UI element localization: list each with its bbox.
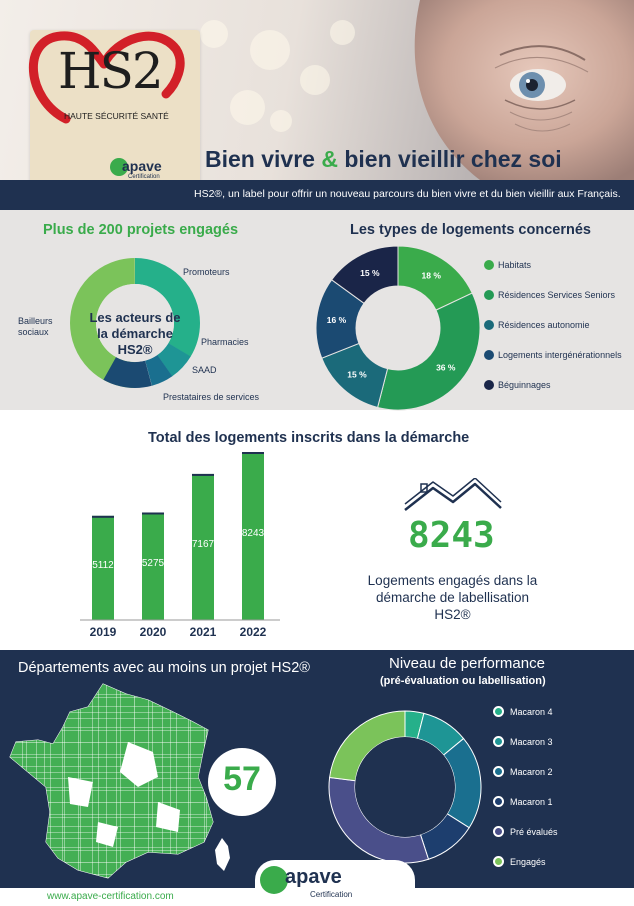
performance-legend-label: Macaron 4 [510,706,553,717]
performance-subtitle: (pré-évaluation ou labellisation) [380,675,546,687]
bar-cap-2019 [92,516,114,518]
footer-apave-mark [260,866,288,894]
label-prestataires: Prestataires de services [163,392,260,402]
bar-cap-2021 [192,474,214,476]
corsica-map [212,838,232,872]
legend-ring-icon [493,856,504,867]
performance-legend-label: Macaron 3 [510,736,553,747]
bar-category-label: 2020 [139,625,167,639]
performance-legend-item [493,796,553,807]
performance-legend-item [493,706,553,717]
housing-slice-label-2: 15 % [347,369,367,380]
housing-slice-label-4: 15 % [360,267,380,278]
bar-cap-2022 [242,452,264,454]
bar-value-label: 8243 [241,528,265,539]
legend-ring-icon [493,736,504,747]
label-bailleurs-2: sociaux [18,327,49,337]
footer-apave-text: apave [285,866,342,888]
header-banner [0,0,634,210]
performance-legend-item [493,826,558,837]
hs2-logo-card [30,30,200,198]
headline-ampersand: & [321,146,338,172]
housing-legend-label: Habitats [498,260,532,270]
footer-apave-sub: Certification [310,890,353,899]
bar-cap-2020 [142,512,164,514]
performance-donut-hole [355,737,455,837]
bar-chart-title: Total des logements inscrits dans la démarche [148,430,470,446]
legend-dot-icon [484,290,494,300]
label-pharmacies: Pharmacies [201,337,249,347]
bar-category-label: 2021 [189,625,217,639]
legend-ring-icon [493,766,504,777]
departments-count: 57 [223,760,261,798]
hs2-logo-text: HS2 [58,42,162,100]
performance-legend-label: Macaron 1 [510,796,553,807]
housing-legend-label: Logements intergénérationnels [498,350,622,360]
label-bailleurs-1: Bailleurs [18,316,53,326]
actors-center-line-3: HS2® [117,342,153,357]
bar-chart [80,448,290,643]
stat-line-1: Logements engagés dans la [367,573,538,588]
departments-title: Départements avec au moins un projet HS2® [18,660,310,676]
housing-slice-label-1: 36 % [436,362,456,373]
stat-value: 8243 [408,515,495,556]
headline-part-2: bien vieillir chez soi [337,146,562,172]
legend-dot-icon [484,260,494,270]
performance-legend-item [493,736,553,747]
headline-part-1: Bien vivre [205,146,322,172]
housing-slice-label-0: 18 % [421,270,441,281]
legend-ring-icon [493,706,504,717]
stat-description [350,572,555,623]
legend-dot-icon [484,320,494,330]
legend-dot-icon [484,350,494,360]
page-title [205,146,562,173]
label-saad: SAAD [192,365,217,375]
page-subtitle: HS2®, un label pour offrir un nouveau parcours du bien vivre et du bien vieillir aux Français. [194,188,621,200]
legend-dot-icon [484,380,494,390]
housing-legend-item [484,320,590,330]
housing-slice-label-3: 16 % [326,315,347,326]
france-map [8,682,233,882]
performance-donut-chart [328,710,483,865]
housing-slice-1 [378,293,480,410]
performance-legend-label: Pré évalués [510,826,558,837]
bar-category-label: 2019 [89,625,117,639]
apave-logo-sub: Certification [128,174,160,180]
actors-center-label [80,310,190,358]
housing-types-title: Les types de logements concernés [350,222,591,238]
performance-legend-item [493,766,553,777]
performance-legend-label: Macaron 2 [510,766,553,777]
housing-legend-item [484,260,531,270]
hs2-logo-tagline: HAUTE SÉCURITÉ SANTÉ [64,111,169,121]
bar-value-label: 5112 [92,559,114,571]
performance-legend-item [493,856,546,867]
actors-title: Plus de 200 projets engagés [43,222,239,238]
legend-ring-icon [493,826,504,837]
bar-value-label: 7167 [191,538,215,550]
housing-legend-item [484,380,551,390]
stat-line-2: démarche de labellisation [375,590,530,605]
legend-ring-icon [493,796,504,807]
label-promoteurs: Promoteurs [183,267,230,277]
bar-category-label: 2022 [239,625,267,639]
housing-legend-item [484,290,615,300]
actors-center-line-2: la démarche [97,326,173,341]
performance-title: Niveau de performance [389,655,545,672]
house-roof-icon [403,478,503,512]
housing-legend-label: Résidences autonomie [498,320,590,330]
performance-legend-label: Engagés [510,856,546,867]
housing-legend-item [484,350,622,360]
housing-types-donut-chart [313,243,483,413]
actors-center-line-1: Les acteurs de [89,310,181,325]
apave-logo-text: apave [122,158,162,174]
stat-line-3: HS2® [434,607,471,622]
housing-legend-label: Béguinnages [498,380,551,390]
footer-website-link[interactable]: www.apave-certification.com [47,891,174,902]
housing-legend-label: Résidences Services Seniors [498,290,616,300]
bar-value-label: 5275 [141,558,165,570]
